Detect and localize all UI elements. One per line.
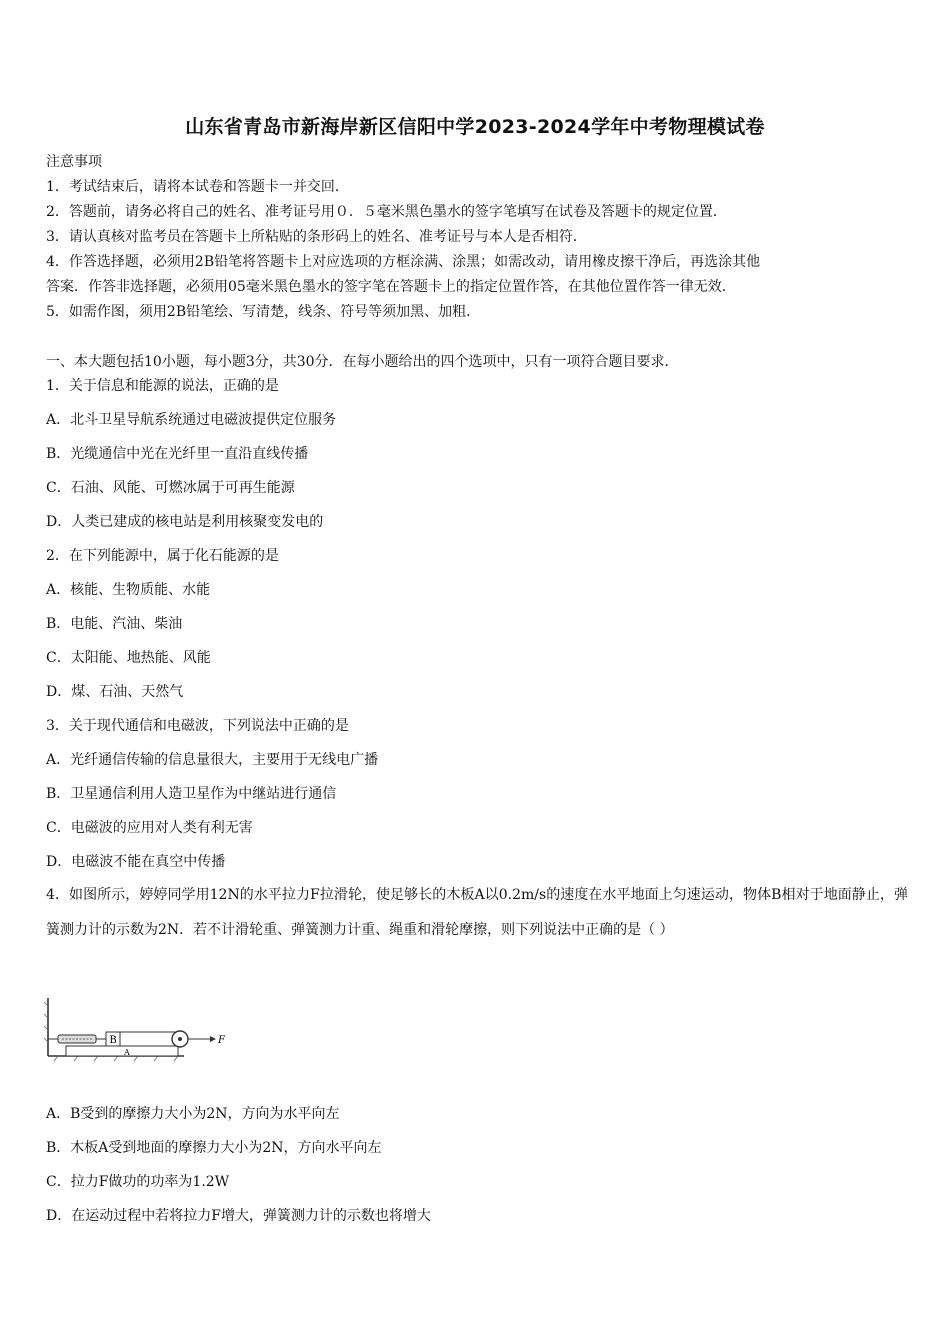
- pulley-diagram: [44, 992, 224, 1064]
- note-item-3: 3．请认真核对监考员在答题卡上所粘贴的条形码上的姓名、准考证号与本人是否相符．: [46, 229, 587, 245]
- question-4-option-d: D．在运动过程中若将拉力F增大，弹簧测力计的示数也将增大: [46, 1208, 431, 1224]
- question-3-option-a: A．光纤通信传输的信息量很大，主要用于无线电广播: [46, 752, 379, 768]
- question-2-option-c: C．太阳能、地热能、风能: [46, 650, 211, 666]
- board-a-label: A: [124, 1048, 130, 1057]
- note-item-2: 2．答题前，请务必将自己的姓名、准考证号用０．５毫米黑色墨水的签字笔填写在试卷及答题卡的规定位置．: [46, 204, 727, 220]
- note-item-1: 1．考试结束后，请将本试卷和答题卡一并交回．: [46, 179, 349, 195]
- question-2-option-a: A．核能、生物质能、水能: [46, 582, 211, 598]
- question-2-stem: 2．在下列能源中，属于化石能源的是: [46, 548, 279, 564]
- note-item-5: 5．如需作图，须用2B铅笔绘、写清楚，线条、符号等须加黑、加粗．: [46, 304, 481, 320]
- question-3-option-b: B．卫星通信利用人造卫星作为中继站进行通信: [46, 786, 337, 802]
- question-4-stem: 4．如图所示，婷婷同学用12N的水平拉力F拉滑轮，使足够长的木板A以0.2m/s的速度在水平地面上匀速运动，物体B相对于地面静止，弹簧测力计的示数为2N．若不计滑轮重、弹簧测力计重、绳重和滑轮摩擦，则下列说法中正确的是（ ）: [46, 887, 908, 938]
- notes-heading: 注意事项: [46, 154, 102, 170]
- question-3-option-c: C．电磁波的应用对人类有利无害: [46, 820, 253, 836]
- question-2-option-d: D．煤、石油、天然气: [46, 684, 184, 700]
- force-label: F: [218, 1035, 225, 1046]
- block-b-label: B: [109, 1035, 117, 1046]
- note-item-4-cont: 答案．作答非选择题，必须用05毫米黑色墨水的签字笔在答题卡上的指定位置作答，在其他位置作答一律无效．: [46, 279, 736, 295]
- question-1-option-c: C．石油、风能、可燃冰属于可再生能源: [46, 480, 295, 496]
- question-1-stem: 1．关于信息和能源的说法，正确的是: [46, 378, 279, 394]
- page-title: 山东省青岛市新海岸新区信阳中学2023-2024学年中考物理模试卷: [185, 116, 765, 138]
- note-item-4: 4．作答选择题，必须用2B铅笔将答题卡上对应选项的方框涂满、涂黑；如需改动，请用橡皮擦干净后，再选涂其他: [46, 254, 761, 270]
- question-3-stem: 3．关于现代通信和电磁波，下列说法中正确的是: [46, 718, 349, 734]
- board-a: [66, 1046, 178, 1056]
- question-1-option-d: D．人类已建成的核电站是利用核聚变发电的: [46, 514, 324, 530]
- question-1-option-a: A．北斗卫星导航系统通过电磁波提供定位服务: [46, 412, 337, 428]
- question-1-option-b: B．光缆通信中光在光纤里一直沿直线传播: [46, 446, 309, 462]
- pulley-diagram-svg: [44, 992, 224, 1064]
- question-4-option-c: C．拉力F做功的功率为1.2W: [46, 1174, 230, 1190]
- question-2-option-b: B．电能、汽油、柴油: [46, 616, 183, 632]
- question-4-option-b: B．木板A受到地面的摩擦力大小为2N，方向水平向左: [46, 1140, 382, 1156]
- section-heading: 一、本大题包括10小题，每小题3分，共30分．在每小题给出的四个选项中，只有一项符合题目要求．: [46, 354, 679, 370]
- question-4-option-a: A．B受到的摩擦力大小为2N，方向为水平向左: [46, 1106, 340, 1122]
- question-3-option-d: D．电磁波不能在真空中传播: [46, 854, 226, 870]
